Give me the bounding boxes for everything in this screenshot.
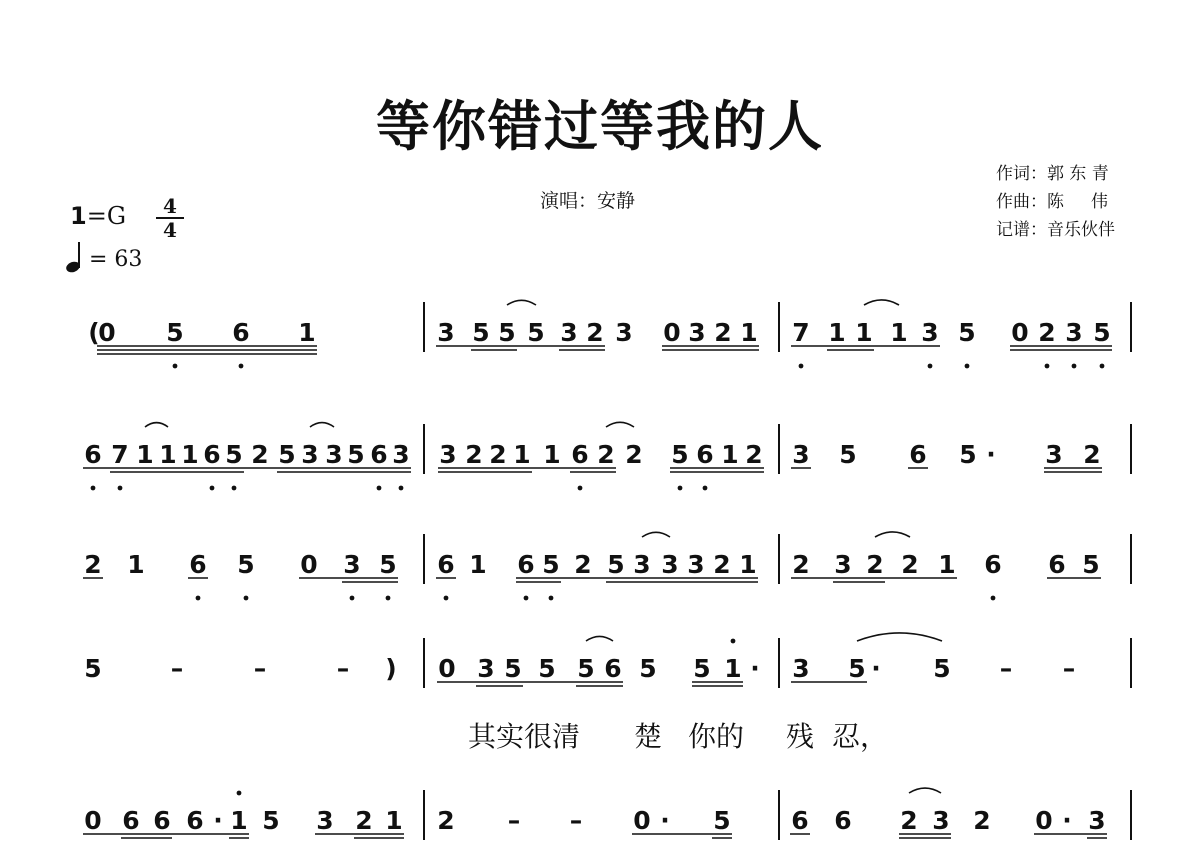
note: 5 [542,550,560,579]
note: 5 [577,654,595,683]
note: 5 [1093,318,1111,347]
octave-dot-low [386,596,391,601]
note: 1 [890,318,908,347]
octave-dot-low [549,596,554,601]
note: 1 [159,440,177,469]
note: 3 [792,440,810,469]
slur [145,423,168,427]
note: 6 [696,440,714,469]
lyric: 你的 [688,720,745,753]
note: 0 [1011,318,1029,347]
note: 0 [438,654,456,683]
octave-dot-low [991,596,996,601]
note: 1 [938,550,956,579]
note: 1 [385,806,403,835]
note: 5 [166,318,184,347]
note: 5 [1082,550,1100,579]
note: 2 [792,550,810,579]
lyric: 残 [786,720,815,753]
note: 2 [574,550,592,579]
slur [507,300,536,305]
octave-dot-low [965,364,970,369]
note: 0 [84,806,102,835]
note: 1 [739,550,757,579]
note: 1 [230,806,248,835]
note: 1 [828,318,846,347]
note: 6 [909,440,927,469]
octave-dot-low [118,486,123,491]
note: 3 [687,550,705,579]
tempo-value: = 63 [89,247,143,272]
octave-dot-low [350,596,355,601]
slur [864,300,899,305]
note: 3 [661,550,679,579]
note: 5 [472,318,490,347]
note: ) [385,654,397,683]
note: 2 [866,550,884,579]
lyricist-credit: 作词：郭 东 青 [996,164,1109,184]
note: 3 [1045,440,1063,469]
note: 3 [477,654,495,683]
time-signature-top: 4 [163,194,177,218]
note: 5 [607,550,625,579]
transcriber-credit: 记谱：音乐伙伴 [996,220,1115,240]
note: 3 [439,440,457,469]
note: 0 [663,318,681,347]
key-tonic: 1 [70,202,87,230]
note: 5 [527,318,545,347]
slur [642,532,670,537]
note: 6 [437,550,455,579]
note: 2 [901,550,919,579]
note: 5 [639,654,657,683]
slur [857,633,942,641]
note: 6 [791,806,809,835]
lyric: 楚 [634,720,663,753]
note: 5 [379,550,397,579]
note: 3 [1088,806,1106,835]
note: 3 [343,550,361,579]
note: 0 [98,318,116,347]
note: 6 [370,440,388,469]
note: 6 [232,318,250,347]
note: 3 [932,806,950,835]
note: – [336,654,350,683]
octave-dot-low [91,486,96,491]
note: 1 [136,440,154,469]
note: 2 [625,440,643,469]
octave-dot-low [1072,364,1077,369]
octave-dot-low [928,364,933,369]
lyric: 其实很清 [468,720,581,753]
note: 5 [848,654,866,683]
note: 1 [855,318,873,347]
time-signature-bottom: 4 [163,218,177,242]
note: – [507,806,521,835]
note: 1 [127,550,145,579]
note: 3 [437,318,455,347]
note: 2 [745,440,763,469]
note: 7 [111,440,129,469]
note: 2 [1083,440,1101,469]
note: 2 [973,806,991,835]
note: 6 [186,806,204,835]
note: 2 [597,440,615,469]
note: 1 [298,318,316,347]
note: 2 [251,440,269,469]
note: 5 [693,654,711,683]
note: 6 [122,806,140,835]
note: – [569,806,583,835]
note: – [999,654,1013,683]
note: 2 [437,806,455,835]
note: 3 [834,550,852,579]
octave-dot-low [1045,364,1050,369]
note: – [1062,654,1076,683]
key-note: =G [86,202,126,230]
note: 1 [740,318,758,347]
note: 1 [513,440,531,469]
note: 3 [301,440,319,469]
note: 6 [1048,550,1066,579]
octave-dot-low [239,364,244,369]
note: 2 [900,806,918,835]
note: 3 [316,806,334,835]
note: 5 [498,318,516,347]
note: 1 [543,440,561,469]
note: 5 [958,318,976,347]
note: · [750,654,760,683]
octave-dot-low [799,364,804,369]
note: 1 [181,440,199,469]
note: – [170,654,184,683]
note: 1 [469,550,487,579]
octave-dot-low [210,486,215,491]
note: 6 [517,550,535,579]
octave-dot-low [399,486,404,491]
slur [606,422,634,427]
note: 5 [84,654,102,683]
note: 6 [604,654,622,683]
note: ( [88,318,100,347]
slur [909,788,941,793]
octave-dot-low [1100,364,1105,369]
note: 3 [921,318,939,347]
octave-dot-low [173,364,178,369]
note: 3 [792,654,810,683]
singer-credit: 演唱：安静 [540,190,636,212]
note: 6 [571,440,589,469]
note: 3 [325,440,343,469]
note: 2 [84,550,102,579]
slur [875,532,910,537]
octave-dot-low [244,596,249,601]
note: 5 [959,440,977,469]
octave-dot-low [678,486,683,491]
note: 5 [933,654,951,683]
note: 5 [504,654,522,683]
note: · [213,806,223,835]
note: 2 [355,806,373,835]
slur [310,423,334,427]
note: 2 [586,318,604,347]
note: 5 [671,440,689,469]
octave-dot-low [444,596,449,601]
octave-dot-low [578,486,583,491]
note: 3 [1065,318,1083,347]
note: 1 [724,654,742,683]
octave-dot-low [524,596,529,601]
note: 2 [1038,318,1056,347]
note: 5 [713,806,731,835]
composer-credit: 作曲：陈 伟 [996,192,1109,212]
octave-dot-low [196,596,201,601]
lyric: 忍， [832,720,889,753]
note: · [660,806,670,835]
note: · [986,440,996,469]
note: 6 [153,806,171,835]
octave-dot-high [731,639,736,644]
note: 5 [237,550,255,579]
note: 5 [839,440,857,469]
octave-dot-low [703,486,708,491]
note: 6 [834,806,852,835]
song-title: 等你错过等我的人 [376,94,824,158]
slur [586,636,613,641]
note: 3 [392,440,410,469]
note: 3 [560,318,578,347]
note: 5 [225,440,243,469]
octave-dot-low [377,486,382,491]
note: 7 [792,318,810,347]
octave-dot-low [232,486,237,491]
note: · [1062,806,1072,835]
note: · [871,654,881,683]
note: 2 [714,318,732,347]
note: 2 [465,440,483,469]
octave-dot-high [237,791,242,796]
note: 6 [189,550,207,579]
note: 5 [278,440,296,469]
note: 5 [347,440,365,469]
note: 2 [713,550,731,579]
note: 0 [300,550,318,579]
note: 3 [633,550,651,579]
note: 0 [633,806,651,835]
note: 5 [538,654,556,683]
note: 5 [262,806,280,835]
note: 1 [721,440,739,469]
note: – [253,654,267,683]
note: 6 [984,550,1002,579]
note: 2 [489,440,507,469]
note: 0 [1035,806,1053,835]
note: 6 [203,440,221,469]
note: 6 [84,440,102,469]
note: 3 [688,318,706,347]
note: 3 [615,318,633,347]
